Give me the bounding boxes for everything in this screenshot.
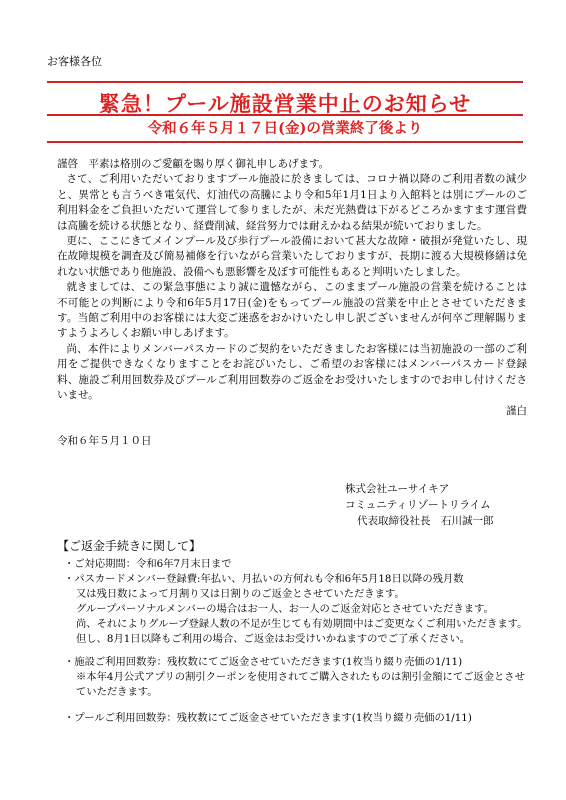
coupon-note: ※本年4月公式アプリの割引クーポンを使用されてご購入されたものは割引金額にてご返金とさせていただきます。 [76,671,525,698]
pass-refund-line: ・パスカードメンバー登録費:年払い、月払いの方何れも令和6年5月18日以降の残月数 [64,573,464,585]
pass-refund-detail: 又は残日数によって月割り又は日割りのご返金とさせていただきます。 [76,588,405,600]
refund-heading: 【ご返金手続きに関して】 [57,539,202,553]
company-name: 株式会社ユーサイキア [345,483,450,495]
facility-name: コミュニティリゾートリライム [345,499,491,511]
closure-paragraph: 就きましては、この緊急事態により誠に遺憾ながら、このままプール施設の営業を続けることは不可能との判断により令和6年5月17日(金)をもってプール施設の営業を中止とさせていただきます。当館ご利用中のお客様には大変ご迷惑をおかけいたし申し訳ございませんが何卒ご理解賜りますようよろしくお願い申しあげます。 [57,281,527,340]
notice-body [57,157,527,419]
title-bottom-rule [47,114,523,116]
damage-paragraph: 更に、ここにきてメインプール及び歩行プール設備において甚大な故障・破損が発覚いたし、現在故障規模を調査及び簡易補修を行いながら営業いたしておりますが、長期に渡る大規模修繕は免れない状態であり他施設、設備へも悪影響を及ぼす可能性もあると判明いたしました。 [57,235,527,278]
representative-name: 代表取締役社長 石川誠一郎 [357,515,494,527]
notice-title: 緊急！プール施設営業中止のお知らせ [98,91,472,116]
notice-date: 令和６年５月１０日 [57,435,152,447]
member-paragraph: 尚、本件によりメンバーパスカードのご契約をいただきましたお客様には当初施設の一部のご利用をご提供できなくなりますことをお詫びいたし、ご希望のお客様にはメンバーパスカード登録料、施設ご利用回数券及びプールご利用回数券のご返金をお受けいたしますのでお申し付けくださいませ。 [57,342,527,402]
subtitle-bottom-rule [47,141,523,143]
group-member-condition: 尚、それによりグループ登録人数の不足が生じても有効期間中はご変更なくご利用いただきます。但し、8月1日以降もご利用の場合、ご返金はお受けいかねますのでご了承ください。 [76,618,528,645]
refund-list [64,557,530,726]
notice-subtitle: 令和６年５月１７日(金)の営業終了後より [147,120,423,137]
cost-paragraph: さて、ご利用いただいておりますプール施設に於きましては、コロナ禍以降のご利用者数の減少と、異常とも言うべき電気代、灯油代の高騰により令和5年1月1日より入館料とは別にプールのご利用料金をご負担いただいて運営して参りましたが、未だ光熱費は下がるどころかますます運営費は高騰を続ける状態となり、経費削減、経営努力では耐えかねる結果が続いておりました。 [57,173,527,232]
pool-ticket-refund: ・プールご利用回数券：残枚数にてご返金させていただきます(1枚当り綴り売価の1/11) [64,712,472,724]
signature-block [345,481,494,529]
group-member-note: グループパーソナルメンバーの場合はお一人、お一人のご返金対応とさせていただきます。 [76,603,494,615]
greeting-paragraph: 謹啓 平素は格別のご愛顧を賜り厚く御礼申しあげます。 [57,158,330,170]
refund-period: ・ご対応期間：令和6年7月末日まで [64,558,232,570]
closing-word: 謹白 [506,404,527,417]
title-top-rule [47,81,523,83]
facility-ticket-refund: ・施設ご利用回数券：残枚数にてご返金させていただきます(1枚当り綴り売価の1/11) [64,656,463,668]
addressee: お客様各位 [47,55,102,68]
